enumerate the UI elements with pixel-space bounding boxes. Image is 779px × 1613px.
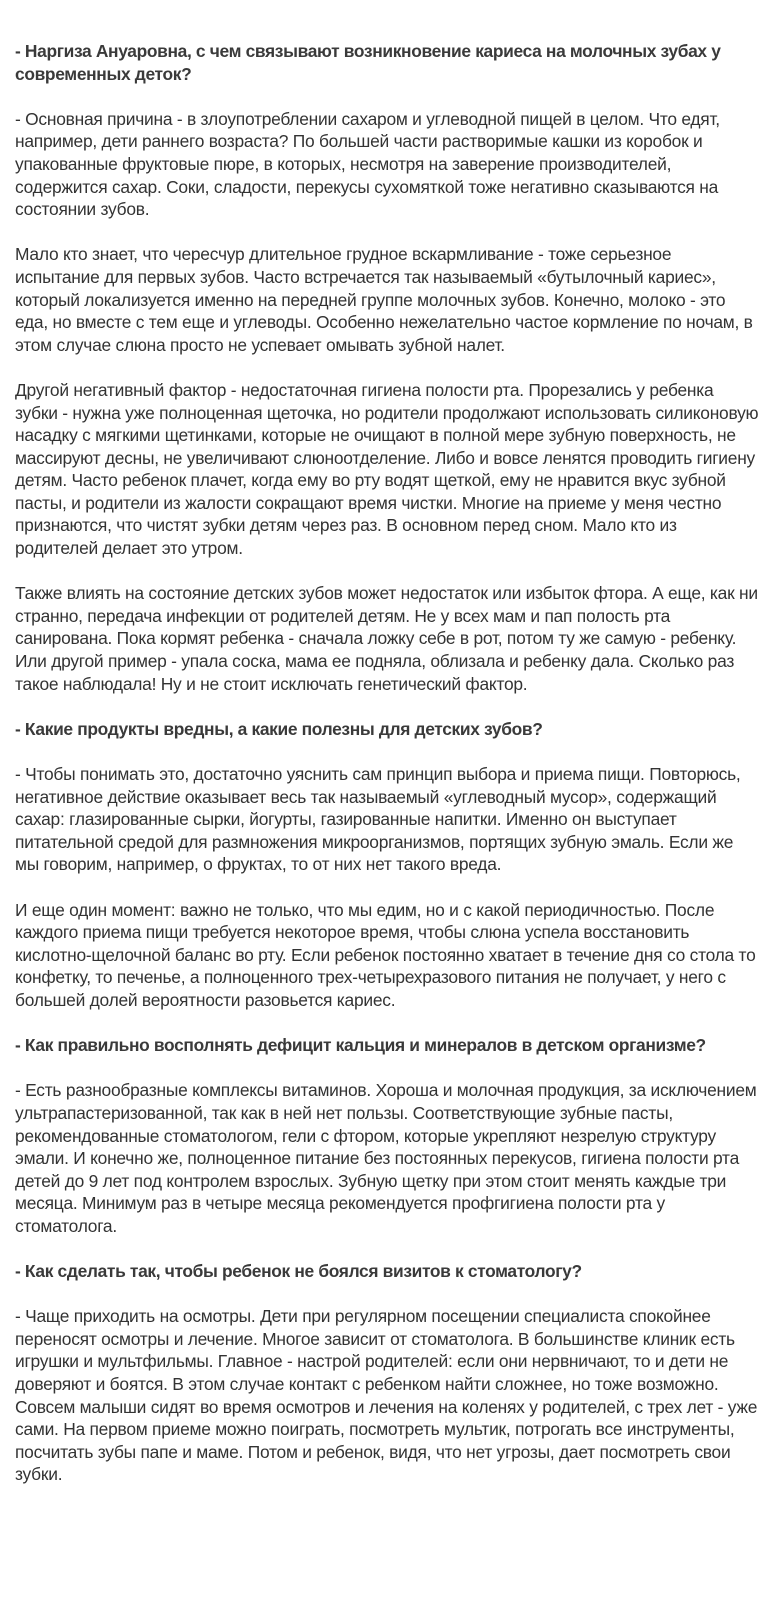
interview-answer-paragraph: Другой негативный фактор - недостаточная гигиена полости рта. Прорезались у ребенка зубки - нужна уже полноценная щеточка, но родители продолжают использовать силиконовую насадку с мягкими щетинками, которые не очищают в полной мере зубную поверхность, не массируют десны, не увеличивают слюноотделение. Либо и вовсе ленятся проводить гигиену детям. Часто ребенок плачет, когда ему во рту водят щеткой, ему не нравится вкус зубной пасты, и родители из жалости сокращают время чистки. Многие на приеме у меня честно признаются, что чистят зубки детям через раз. В основном перед сном. Мало кто из родителей делает это утром. xyxy=(15,379,759,559)
interview-question: - Как правильно восполнять дефицит кальция и минералов в детском организме? xyxy=(15,1035,706,1056)
interview-question: - Какие продукты вредны, а какие полезны для детских зубов? xyxy=(15,718,543,739)
interview-answer-paragraph: - Основная причина - в злоупотреблении сахаром и углеводной пищей в целом. Что едят, например, дети раннего возраста? По большей части растворимые кашки из коробок и упакованные фруктовые пюре, в которых, несмотря на заверение производителей, содержится сахар. Соки, сладости, перекусы сухомяткой тоже негативно сказываются на состоянии зубов. xyxy=(15,108,720,220)
interview-answer-paragraph: И еще один момент: важно не только, что мы едим, но и с какой периодичностью. После каждого приема пищи требуется некоторое время, чтобы слюна успела восстановить кислотно-щелочной баланс во рту. Если ребенок постоянно хватает в течение дня со стола то конфетку, то печенье, а полноценного трех-четырехразового питания не получает, у него с большей долей вероятности разовьется кариес. xyxy=(15,899,756,1010)
interview-answer-paragraph: - Чаще приходить на осмотры. Дети при регулярном посещении специалиста спокойнее переносят осмотры и лечение. Многое зависит от стоматолога. В большинстве клиник есть игрушки и мультфильмы. Главное - настрой родителей: если они нервничают, то и дети не доверяют и боятся. В этом случае контакт с ребенком найти сложнее, но тоже возможно. Совсем малыши сидят во время осмотров и лечения на коленях у родителей, с трех лет - уже сами. На первом приеме можно поиграть, посмотреть мультик, потрогать все инструменты, посчитать зубы папе и маме. Потом и ребенок, видя, что нет угрозы, дает посмотреть свои зубки. xyxy=(15,1306,758,1485)
interview-answer-paragraph: - Чтобы понимать это, достаточно уяснить сам принцип выбора и приема пищи. Повторюсь, негативное действие оказывает весь так называемый «углеводный мусор», содержащий сахар: глазированные сырки, йогурты, газированные напитки. Именно он выступает питательной средой для размножения микроорганизмов, портящих зубную эмаль. Если же мы говорим, например, о фруктах, то от них нет такого вреда. xyxy=(15,764,741,875)
interview-answer-paragraph: - Есть разнообразные комплексы витаминов. Хороша и молочная продукция, за исключением ультрапастеризованной, так как в ней нет пользы. Соответствующие зубные пасты, рекомендованные стоматологом, гели с фтором, которые укрепляют незрелую структуру эмали. И конечно же, полноценное питание без постоянных перекусов, гигиена полости рта детей до 9 лет под контролем взрослых. Зубную щетку при этом стоит менять каждые три месяца. Минимум раз в четыре месяца рекомендуется профгигиена полости рта у стоматолога. xyxy=(15,1080,757,1236)
article-body xyxy=(15,40,760,1509)
interview-question: - Наргиза Ануаровна, с чем связывают возникновение кариеса на молочных зубах у современных деток? xyxy=(15,41,721,84)
interview-answer-paragraph: Мало кто знает, что чересчур длительное грудное вскармливание - тоже серьезное испытание для первых зубов. Часто встречается так называемый «бутылочный кариес», который локализуется именно на передней группе молочных зубов. Конечно, молоко - это еда, но вместе с тем еще и углеводы. Особенно нежелательно частое кормление по ночам, в этом случае слюна просто не успевает омывать зубной налет. xyxy=(15,244,753,355)
interview-answer-paragraph: Также влиять на состояние детских зубов может недостаток или избыток фтора. А еще, как ни странно, передача инфекции от родителей детям. Не у всех мам и пап полость рта санирована. Пока кормят ребенка - сначала ложку себе в рот, потом ту же самую - ребенку. Или другой пример - упала соска, мама ее подняла, облизала и ребенку дала. Сколько раз такое наблюдала! Ну и не стоит исключать генетический фактор. xyxy=(15,583,758,694)
interview-question: - Как сделать так, чтобы ребенок не боялся визитов к стоматологу? xyxy=(15,1261,582,1282)
